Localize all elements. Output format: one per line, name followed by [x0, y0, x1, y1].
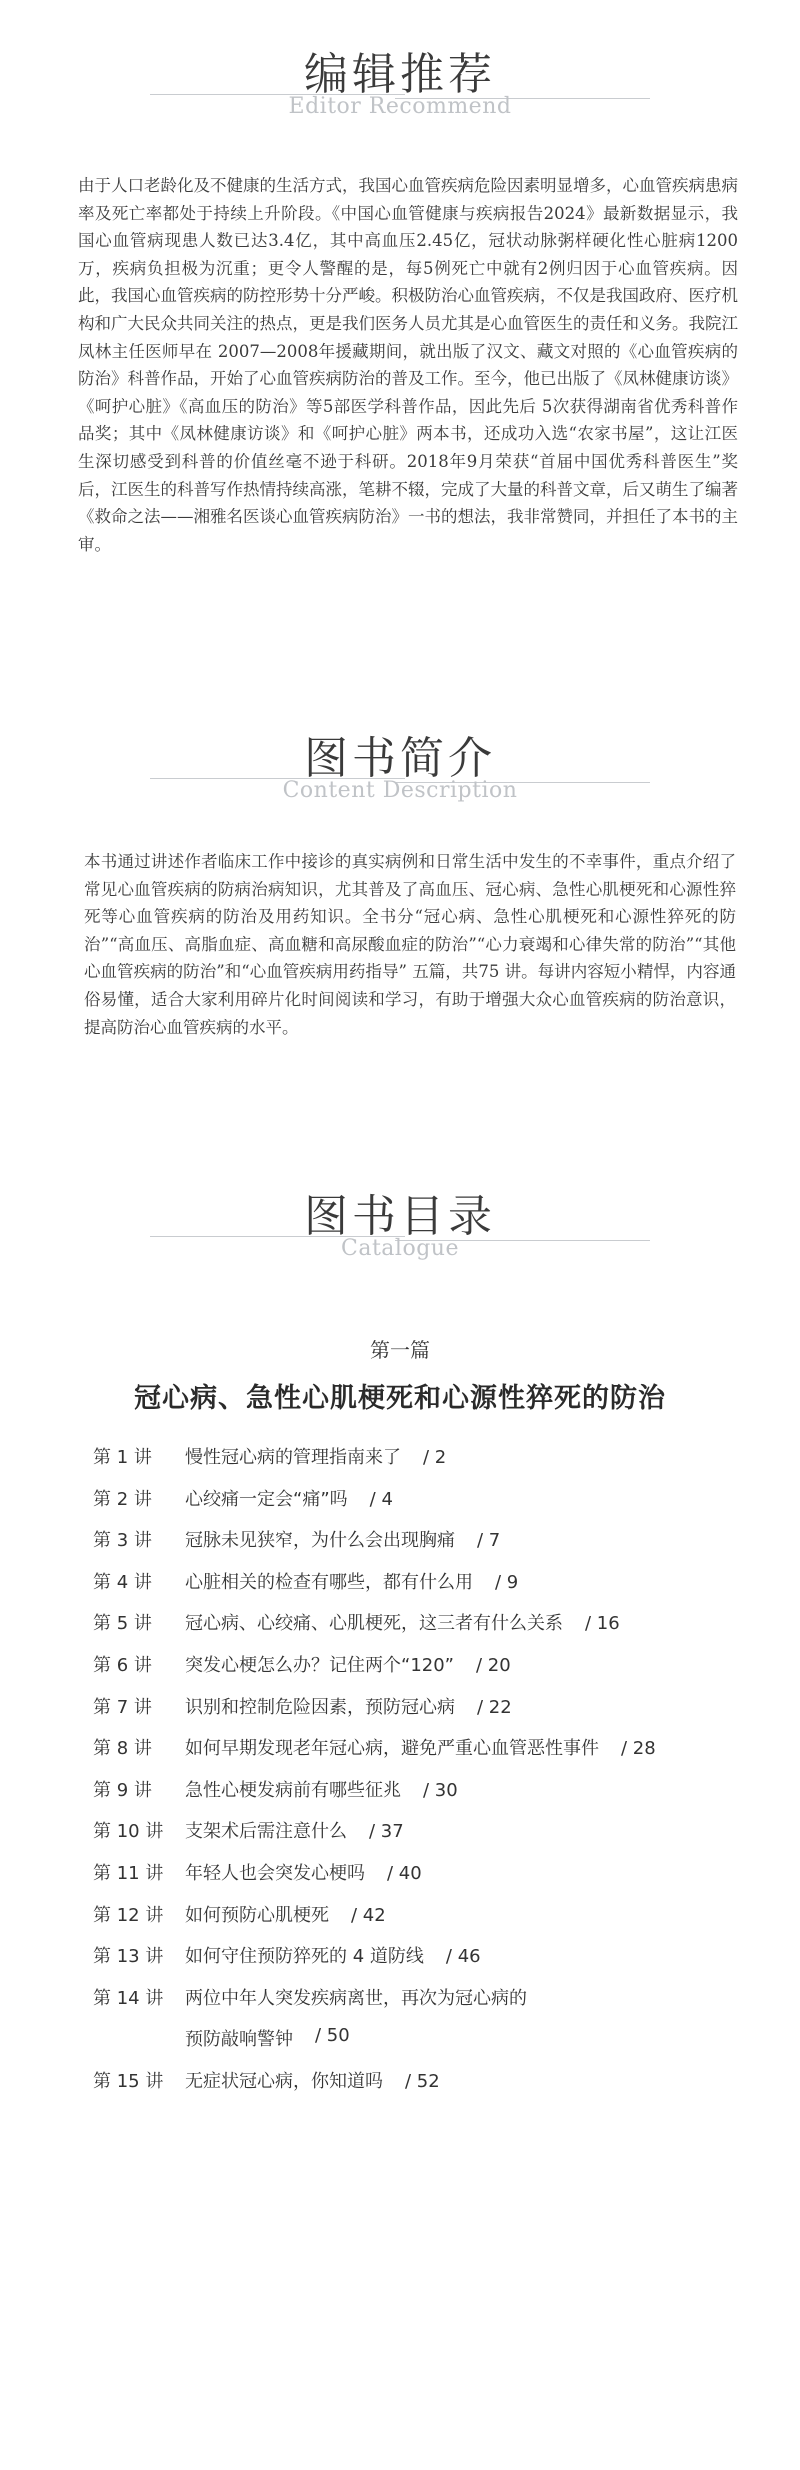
toc-item-title: 冠心病、心绞痛、心肌梗死，这三者有什么关系	[185, 1613, 563, 1635]
toc-item-page: / 28	[621, 1738, 656, 1760]
toc-item-page: / 52	[405, 2070, 440, 2092]
editor-paragraph: 由于人口老龄化及不健康的生活方式，我国心血管疾病危险因素明显增多，心血管疾病患病率及死亡率都处于持续上升阶段。《中国心血管健康与疾病报告2024》最新数据显示，我国心血管病现患人数已达3.4亿，其中高血压2.45亿，冠状动脉粥样硬化性心脏病1200万，疾病负担极为沉重；更令人警醒的是，每5例死亡中就有2例归因于心血管疾病。因此，我国心血管疾病的防控形势十分严峻。积极防治心血管疾病，不仅是我国政府、医疗机构和广大民众共同关注的热点，更是我们医务人员尤其是心血管医生的责任和义务。我院江凤林主任医师早在 2007—2008年援藏期间，就出版了汉文、藏文对照的《心血管疾病的防治》科普作品，开始了心血管疾病防治的普及工作。至今，他已出版了《凤林健康访谈》《呵护心脏》《高血压的防治》等5部医学科普作品，因此先后 5次获得湖南省优秀科普作品奖；其中《凤林健康访谈》和《呵护心脏》两本书，还成功入选“农家书屋”，这让江医生深切感受到科普的价值丝毫不逊于科研。2018年9月荣获“首届中国优秀科普医生”奖后，江医生的科普写作热情持续高涨，笔耕不辍，完成了大量的科普文章，后又萌生了编著《救命之法——湘雅名医谈心血管疾病防治》一书的想法，我非常赞同，并担任了本书的主审。	[78, 176, 738, 554]
toc-item-page: / 7	[477, 1530, 501, 1552]
toc-item-title: 支架术后需注意什么	[185, 1821, 347, 1843]
toc-item-page: / 42	[351, 1904, 386, 1926]
toc-item-title: 冠脉未见狭窄，为什么会出现胸痛	[185, 1530, 455, 1552]
intro-paragraph: 本书通过讲述作者临床工作中接诊的真实病例和日常生活中发生的不幸事件，重点介绍了常见心血管疾病的防病治病知识，尤其普及了高血压、冠心病、急性心肌梗死和心源性猝死等心血管疾病的防治及用药知识。全书分“冠心病、急性心肌梗死和心源性猝死的防治”“高血压、高脂血症、高血糖和高尿酸血症的防治”“心力衰竭和心律失常的防治”“其他心血管疾病的防治”和“心血管疾病用药指导” 五篇，共75 讲。每讲内容短小精悍，内容通俗易懂，适合大家利用碎片化时间阅读和学习，有助于增强大众心血管疾病的防治意识，提高防治心血管疾病的水平。	[84, 852, 736, 1037]
toc-item[interactable]	[93, 2067, 733, 2109]
toc-item-title: 识别和控制危险因素，预防冠心病	[185, 1696, 455, 1718]
toc-item-number: 第 1 讲	[93, 1447, 152, 1468]
toc-item-number: 第 4 讲	[93, 1571, 152, 1593]
toc-item-number: 第 8 讲	[93, 1738, 152, 1760]
toc-item-title: 突发心梗怎么办？记住两个“120”	[185, 1654, 455, 1676]
toc-item-page: / 16	[585, 1613, 620, 1635]
toc-item[interactable]	[93, 1526, 733, 1568]
toc-item-page: / 50	[315, 2025, 350, 2047]
toc-item-title: 急性心梗发病前有哪些征兆	[185, 1779, 401, 1801]
toc-item[interactable]	[93, 1568, 733, 1610]
toc-item[interactable]	[93, 1859, 733, 1901]
toc-item-page: / 2	[423, 1447, 447, 1468]
table-of-contents	[93, 1443, 733, 2109]
toc-item-title: 心脏相关的检查有哪些，都有什么用	[185, 1571, 473, 1593]
toc-item-number: 第 7 讲	[93, 1696, 152, 1718]
toc-item-page: / 37	[369, 1821, 404, 1843]
editor-heading	[0, 38, 800, 128]
toc-item-number: 第 15 讲	[93, 2070, 164, 2092]
toc-item-title: 年轻人也会突发心梗吗	[185, 1862, 365, 1884]
toc-item[interactable]	[93, 1693, 733, 1735]
intro-title: 图书简介	[304, 733, 496, 784]
part-label: 第一篇	[370, 1338, 430, 1362]
catalogue-heading	[0, 1180, 800, 1270]
editor-title: 编辑推荐	[304, 49, 496, 100]
toc-item-title: 如何守住预防猝死的 4 道防线	[185, 1946, 424, 1968]
toc-item-number: 第 11 讲	[93, 1862, 164, 1884]
toc-item[interactable]	[93, 1443, 733, 1485]
toc-item-number: 第 3 讲	[93, 1530, 152, 1552]
toc-item-title: 无症状冠心病，你知道吗	[185, 2070, 383, 2092]
toc-item-page: / 46	[445, 1946, 481, 1968]
toc-item[interactable]	[93, 1942, 733, 1984]
toc-item-page: / 40	[387, 1862, 422, 1884]
intro-subtitle: Content Description	[282, 778, 518, 803]
catalogue-subtitle: Catalogue	[341, 1236, 459, 1261]
toc-item[interactable]	[93, 1485, 733, 1527]
toc-item-number: 第 14 讲	[93, 1987, 164, 2009]
toc-item[interactable]	[93, 1651, 733, 1693]
toc-item[interactable]	[93, 1901, 733, 1943]
catalogue-title: 图书目录	[304, 1191, 496, 1242]
toc-item-title: 如何早期发现老年冠心病，避免严重心血管恶性事件	[185, 1738, 599, 1760]
toc-item[interactable]	[93, 1609, 733, 1651]
toc-item-number: 第 10 讲	[93, 1821, 164, 1843]
toc-item[interactable]	[93, 1817, 733, 1859]
toc-item-title: 心绞痛一定会“痛”吗	[185, 1488, 348, 1510]
toc-item-title-continued: 预防敲响警钟	[185, 2029, 293, 2051]
toc-item-page: / 22	[477, 1696, 512, 1718]
toc-item-title: 如何预防心肌梗死	[185, 1904, 329, 1926]
toc-item-number: 第 2 讲	[93, 1488, 152, 1510]
toc-item-number: 第 5 讲	[93, 1613, 152, 1635]
toc-item[interactable]	[93, 1776, 733, 1818]
toc-item-page: / 30	[423, 1779, 458, 1801]
toc-item-page: / 4	[369, 1488, 393, 1510]
toc-item-number: 第 12 讲	[93, 1904, 164, 1926]
toc-item-number: 第 9 讲	[93, 1779, 152, 1801]
toc-item-title: 慢性冠心病的管理指南来了	[185, 1447, 401, 1468]
toc-item[interactable]	[93, 1984, 733, 2067]
intro-heading	[0, 722, 800, 812]
toc-item-title: 两位中年人突发疾病离世，再次为冠心病的	[185, 1987, 527, 2009]
toc-item-number: 第 6 讲	[93, 1654, 152, 1676]
part-title: 冠心病、急性心肌梗死和心源性猝死的防治	[134, 1383, 666, 1414]
editor-subtitle: Editor Recommend	[288, 94, 512, 119]
toc-item-page: / 9	[495, 1571, 519, 1593]
toc-item-number: 第 13 讲	[93, 1946, 164, 1968]
toc-item[interactable]	[93, 1734, 733, 1776]
toc-item-page: / 20	[476, 1654, 511, 1676]
